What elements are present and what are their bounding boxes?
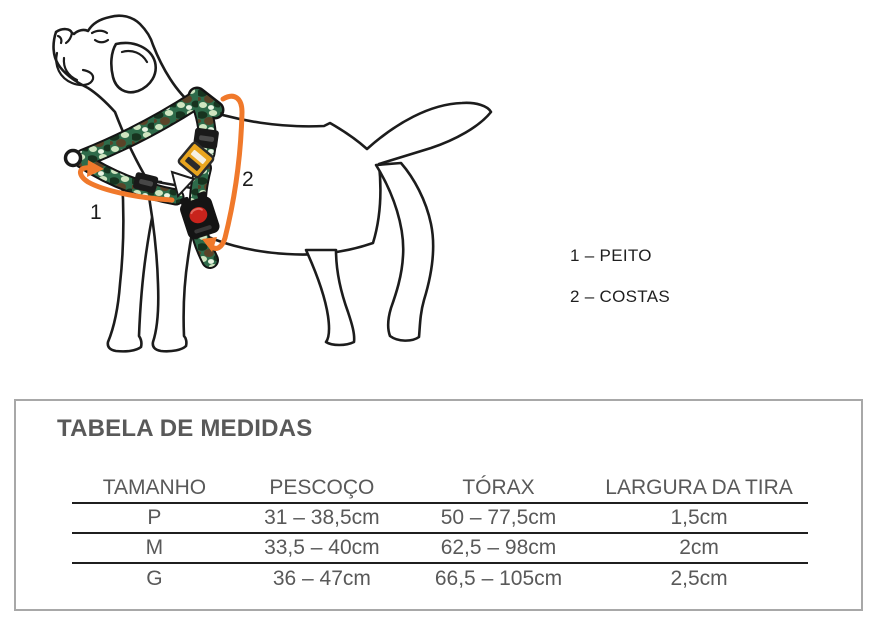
col-header-torax: TÓRAX: [407, 473, 590, 503]
table-row-g: [72, 563, 808, 593]
cell-pescoco: 31 – 38,5cm: [237, 503, 407, 533]
dog-rear-leg-far: [306, 250, 354, 345]
cell-largura: 2,5cm: [670, 566, 728, 590]
arrow-2-label: 2: [242, 168, 254, 191]
cell-size: G: [146, 566, 163, 590]
cell-largura: 2cm: [590, 533, 808, 563]
table-row-m: [72, 533, 808, 563]
cell-size: P: [72, 503, 237, 533]
cell-torax: 62,5 – 98cm: [407, 533, 590, 563]
col-header-tamanho: TAMANHO: [72, 473, 237, 503]
cell-pescoco: 33,5 – 40cm: [237, 533, 407, 563]
size-table: [72, 473, 808, 593]
dog-rear-leg-near: [376, 163, 433, 341]
measure-legend: [570, 246, 670, 328]
col-header-pescoco: PESCOÇO: [237, 473, 407, 503]
dog-ear: [111, 43, 155, 92]
size-table-card: [14, 399, 863, 611]
cell-size: M: [72, 533, 237, 563]
cell-pescoco: 36 – 47cm: [272, 566, 371, 590]
arrow-1-label: 1: [90, 201, 102, 224]
harness-d-ring: [66, 151, 81, 166]
col-header-largura: LARGURA DA TIRA: [590, 473, 808, 503]
cell-largura: 1,5cm: [590, 503, 808, 533]
legend-item-peito: 1 – PEITO: [570, 246, 652, 265]
size-table-title: TABELA DE MEDIDAS: [57, 415, 313, 442]
cell-torax: 50 – 77,5cm: [407, 503, 590, 533]
size-table-header-row: [72, 473, 808, 503]
table-row-p: [72, 503, 808, 533]
legend-item-costas: 2 – COSTAS: [570, 287, 670, 306]
dog-harness-illustration: [0, 0, 540, 380]
cell-torax: 66,5 – 105cm: [434, 566, 563, 590]
